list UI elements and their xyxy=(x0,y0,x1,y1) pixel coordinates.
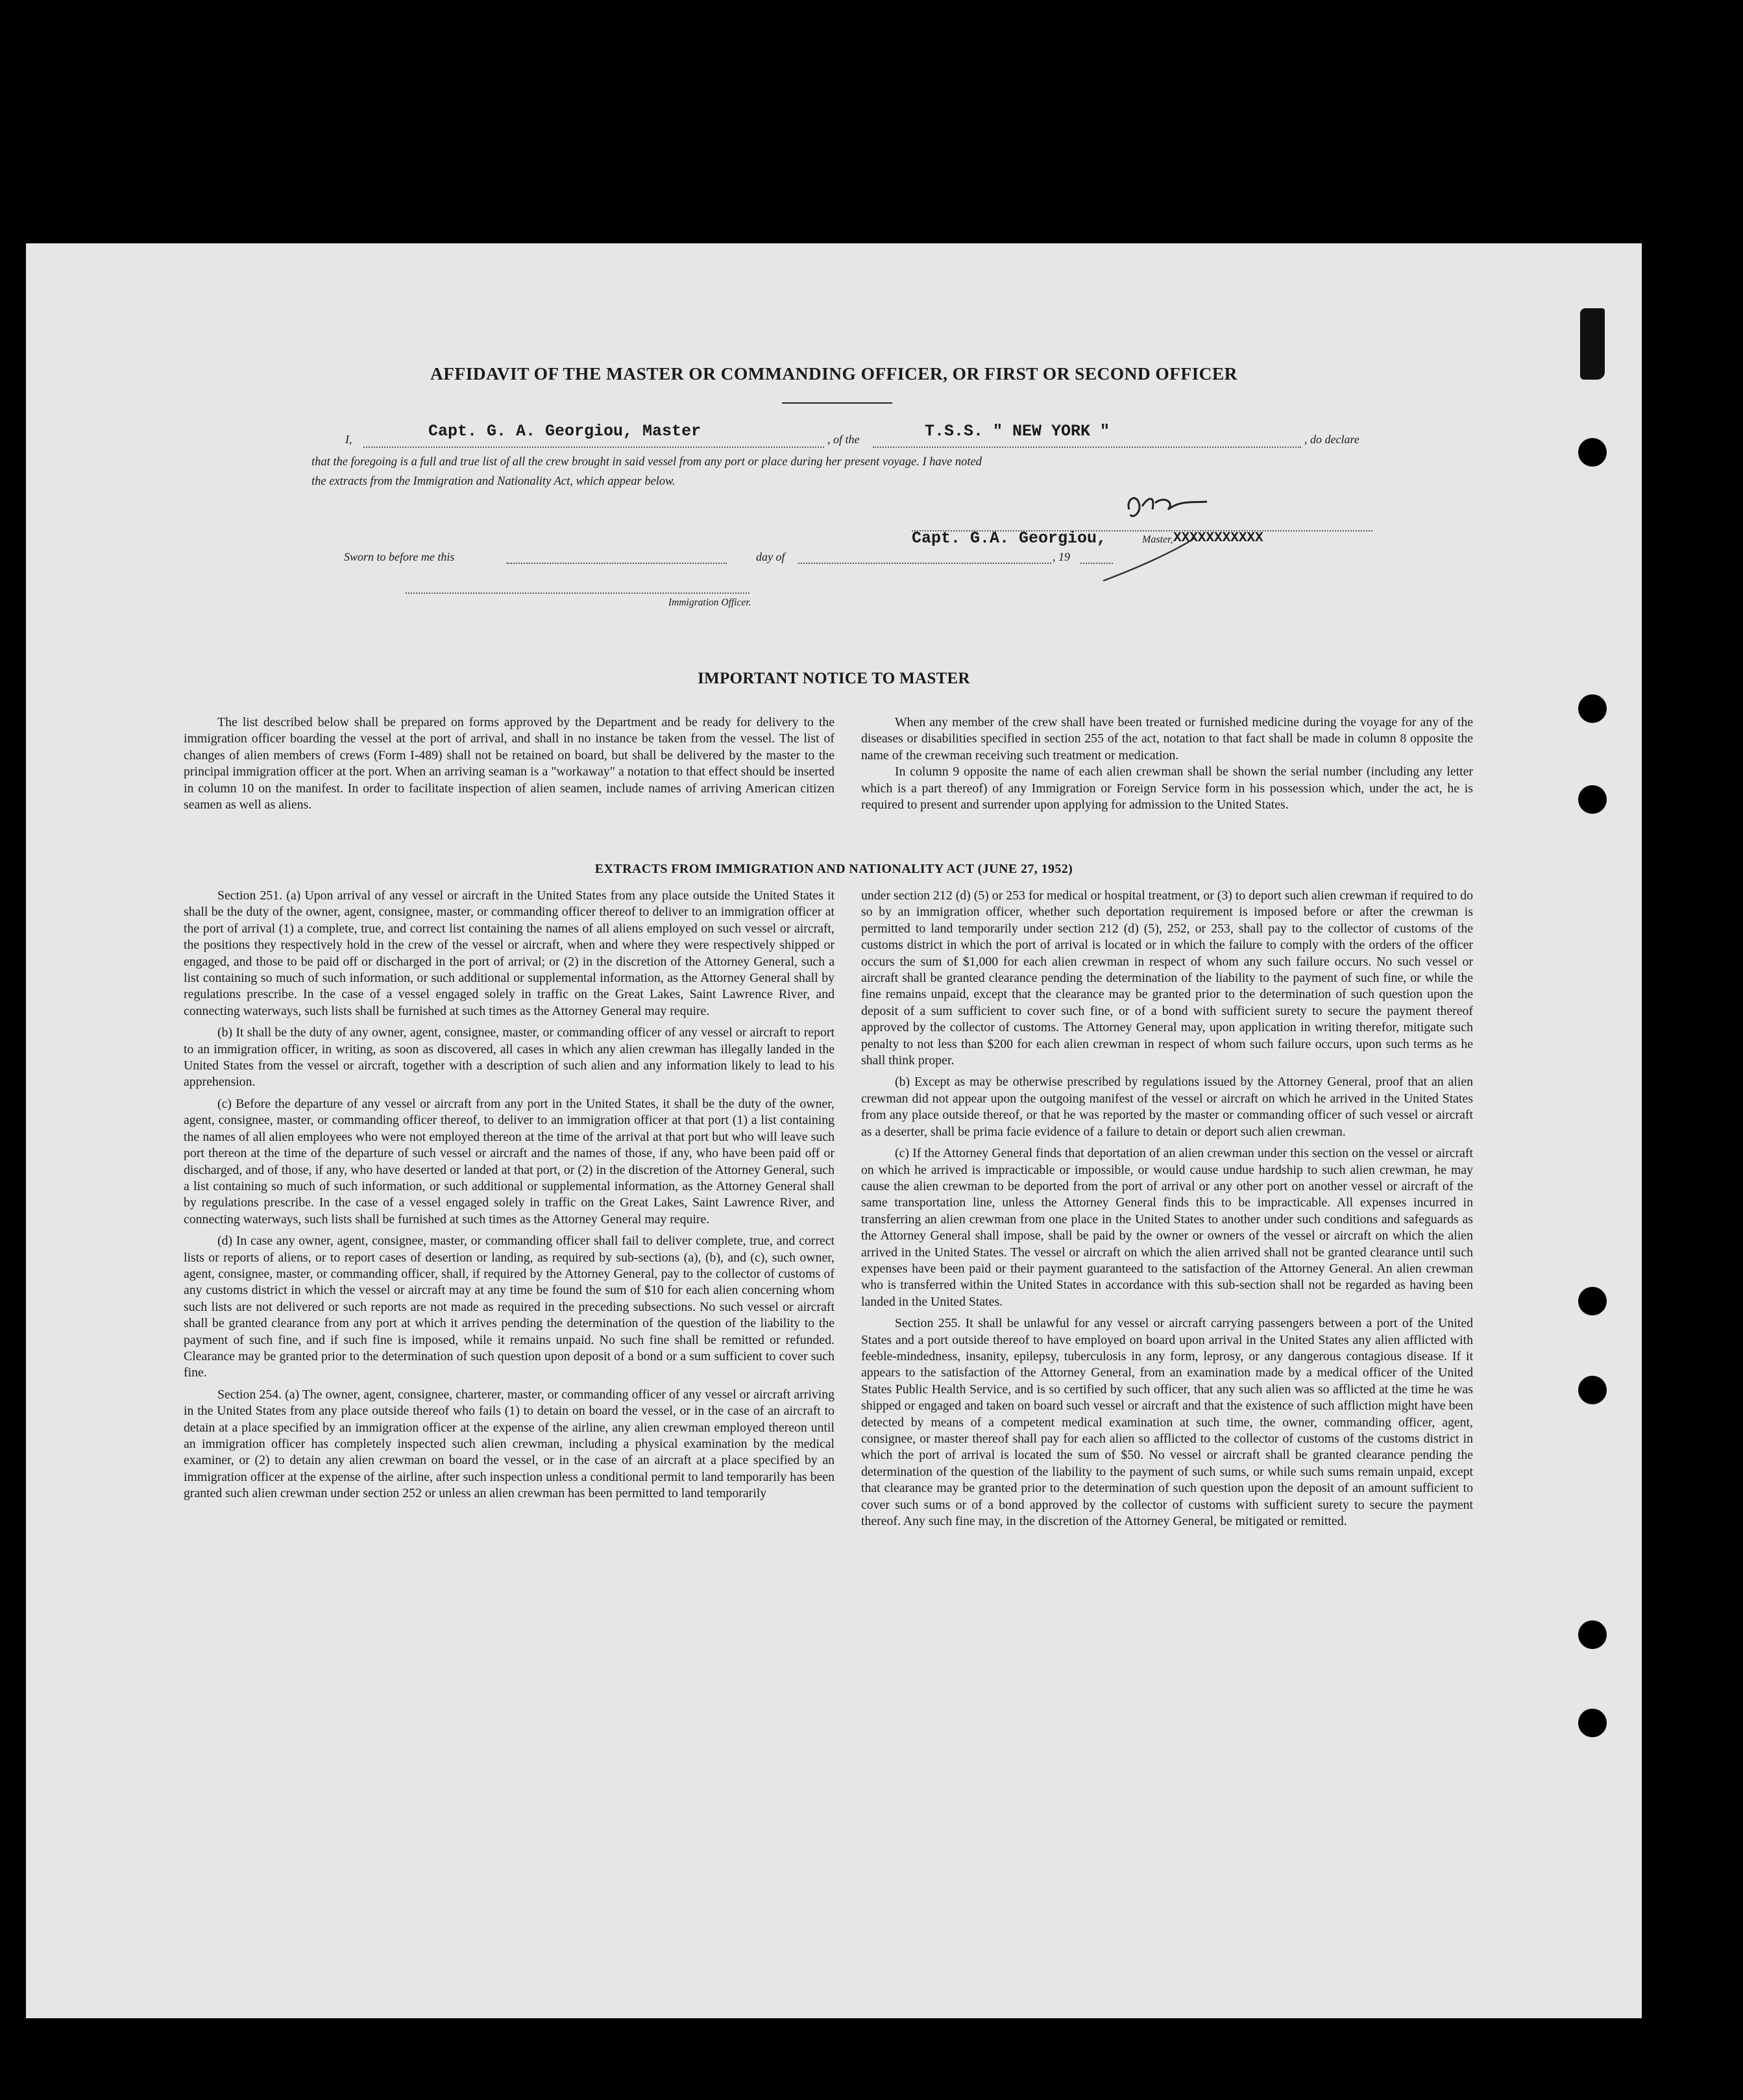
notice-title: IMPORTANT NOTICE TO MASTER xyxy=(698,670,970,687)
month-line xyxy=(798,563,1051,564)
master-name: Capt. G. A. Georgiou, Master xyxy=(428,422,701,441)
punch-hole xyxy=(1578,1620,1607,1649)
do-declare-label: , do declare xyxy=(1304,433,1359,446)
year-label: , 19 xyxy=(1053,550,1070,563)
notice-right-paragraph-2: In column 9 opposite the name of each alien crewman shall be shown the serial number (including any letter which is a part thereof) of any Immigration or Foreign Service form in his possession which, under the act, he is required to present and surrender upon applying for admission to the United States. xyxy=(861,764,1473,812)
year-line xyxy=(1080,563,1113,564)
notice-left-column xyxy=(184,714,835,813)
notice-left-paragraph: The list described below shall be prepared on forms approved by the Department and be ready for delivery to the immigration officer boarding the vessel at the port of arrival, and shall in no instance be taken from the vessel. The list of changes of alien members of crews (Form I-489) shall not be retained on board, but shall be delivered by the master to the principal immigration officer at the port. When an arriving seaman is a "workaway" a notation to that effect should be inserted in column 10 on the manifest. In order to facilitate inspection of alien seamen, include names of arriving American citizen seamen as well as aliens. xyxy=(184,715,835,812)
master-label: Master, xyxy=(1142,534,1173,545)
punch-hole xyxy=(1578,438,1607,467)
struck-text: XXXXXXXXXXX xyxy=(1173,531,1263,546)
section-254-a: Section 254. (a) The owner, agent, consignee, charterer, master, or commanding officer of any vessel or aircraft arriving in the United States from any place outside thereof who fails (1) to detain on board the vessel, or in the case of an aircraft to detain at a place specified by an immigration officer at the expense of the airline, any alien crewman employed thereon until an immigration officer has completely inspected such alien crewman, including a physical examination by the medical examiner, or (2) to detain any alien crewman on board the vessel, or in the case of an aircraft at a place specified by an immigration officer at the expense of the airline, after such inspection unless a conditional permit to land temporarily has been granted such alien crewman under section 252 or unless an alien crewman has been permitted to land temporarily xyxy=(184,1387,835,1501)
name-line xyxy=(363,446,824,448)
section-254-c: (c) If the Attorney General finds that deportation of an alien crewman under this section on the vessel or aircraft on which he arrived is impracticable or impossible, or would cause undue hardship to such alien crewman, he may cause the alien crewman to be deported from the port of arrival or any other port on another vessel or aircraft of the same transportation line, unless the Attorney General finds this to be impracticable. All expenses incurred in transferring an alien crewman from one place in the United States to another under such conditions and safeguards as the Attorney General shall impose, shall be paid by the owner or owners of the vessel or aircraft on which the alien arrived in the United States. The vessel or aircraft on which the alien arrived shall not be granted clearance until such expenses have been paid or their payment guaranteed to the satisfaction of the Attorney General. An alien crewman who is transferred within the United States in accordance with this sub-section shall not be regarded as having been landed in the United States. xyxy=(861,1146,1473,1309)
i-label: I, xyxy=(345,433,352,446)
vessel-line xyxy=(873,446,1301,448)
notice-right-column xyxy=(861,714,1473,813)
punch-hole xyxy=(1578,1287,1607,1315)
immigration-officer-label: Immigration Officer. xyxy=(668,597,751,608)
sworn-day-line xyxy=(506,563,727,564)
binder-tab xyxy=(1580,308,1605,380)
of-the-label: , of the xyxy=(827,433,860,446)
affidavit-title: AFFIDAVIT OF THE MASTER OR COMMANDING OFFICER, OR FIRST OR SECOND OFFICER xyxy=(430,363,1237,384)
sworn-label: Sworn to before me this xyxy=(344,550,455,563)
section-254-a-continued: under section 212 (d) (5) or 253 for medical or hospital treatment, or (3) to deport such alien crewman if required to do so by an immigration officer, whether such deportation requirement is imposed before or after the crewman is permitted to land temporarily under section 212 (d) (5), 252, or 253, shall pay to the collector of customs of the customs district in which the port of arrival is located or in which the failure to comply with the orders of the officer occurs the sum of $1,000 for each alien crewman in respect of whom any such failure occurs. No such vessel or aircraft shall be granted clearance pending the determination of the liability to the payment of such fine, or while the fine remains unpaid, except that the clearance may be granted prior to the determination of such question upon the deposit of a sum sufficient to cover such fine, or of a bond with sufficient surety to secure the payment thereof approved by the collector of customs. The Attorney General may, upon application in writing therefor, mitigate such penalty to not less than $200 for each alien crewman in respect of whom such failure occurs, upon such terms as he shall think proper. xyxy=(861,888,1473,1068)
day-of-label: day of xyxy=(756,550,785,563)
punch-hole xyxy=(1578,1376,1607,1404)
section-251-d: (d) In case any owner, agent, consignee, master, or commanding officer shall fail to deliver complete, true, and correct lists or reports of aliens, or to report cases of desertion or landing, as required by sub-sections (a), (b), and (c), such owner, agent, consignee, master, or commanding officer, shall, if required by the Attorney General, pay to the collector of customs of any customs district in which the vessel or aircraft may at any time be found the sum of $10 for each alien concerning whom such lists are not delivered or such reports are not made as required in the preceding subsections. No such vessel or aircraft shall be granted clearance from any port at which it arrives pending the determination of the question of the liability to the payment of such fine, and if such fine is imposed, while it remains unpaid. No such fine shall be remitted or refunded. Clearance may be granted prior to the determination of such question upon deposit of a bond or a sum sufficient to cover such fine. xyxy=(184,1234,835,1380)
section-251-b: (b) It shall be the duty of any owner, agent, consignee, master, or commanding officer of any vessel or aircraft to report to an immigration officer, in writing, as soon as discovered, all cases in which any alien crewman has illegally landed in the United States from the vessel or aircraft, together with a description of such alien and any information likely to lead to his apprehension. xyxy=(184,1025,835,1090)
punch-hole xyxy=(1578,785,1607,814)
signature-line xyxy=(912,530,1372,531)
immigration-officer-line xyxy=(406,592,750,594)
notice-right-paragraph-1: When any member of the crew shall have been treated or furnished medicine during the voyage for any of the diseases or disabilities specified in section 255 of the act, notation to that fact shall be made in column 8 opposite the name of the crewman receiving such treatment or medication. xyxy=(861,715,1473,763)
extracts-right-column xyxy=(861,888,1473,1530)
extracts-left-column xyxy=(184,888,835,1502)
document-page xyxy=(26,243,1642,2018)
section-254-b: (b) Except as may be otherwise prescribed by regulations issued by the Attorney General, proof that an alien crewman did not appear upon the outgoing manifest of the vessel or aircraft on which he arrived in the United States from any place outside thereof, or that he was reported by the master or commanding officer of such vessel or aircraft as a deserter, shall be prima facie evidence of a failure to detain or deport such alien crewman. xyxy=(861,1075,1473,1139)
section-255: Section 255. It shall be unlawful for any vessel or aircraft carrying passengers between a port of the United States and a port outside thereof to have employed on board upon arrival in the United States any alien afflicted with feeble-mindedness, insanity, epilepsy, tuberculosis in any form, leprosy, or any dangerous contagious disease. If it appears to the satisfaction of the Attorney General, from an examination made by a medical officer of the United States Public Health Service, and is so certified by such officer, that any such alien was so afflicted at the time he was shipped or engaged and taken on board such vessel or aircraft and that the existence of such affliction might have been detected by means of a competent medical examination at such time, the owner, commanding officer, agent, consignee, or master thereof shall pay for each alien so afflicted to the collector of customs of the customs district in which the port of arrival is located the sum of $50. No vessel or aircraft shall be granted clearance pending the determination of the question of the liability to the payment of such sums, or while such sums remain unpaid, except that clearance may be granted prior to the determination of such question upon the deposit of an amount sufficient to cover such sums or of a bond approved by the collector of customs with sufficient surety to secure the payment thereof. Any such fine may, in the discretion of the Attorney General, be mitigated or remitted. xyxy=(861,1316,1473,1529)
punch-hole xyxy=(1578,1709,1607,1737)
extracts-title: EXTRACTS FROM IMMIGRATION AND NATIONALITY ACT (JUNE 27, 1952) xyxy=(594,862,1073,876)
declaration-line-1: that the foregoing is a full and true list of all the crew brought in said vessel from any port or place during her present voyage. I have noted xyxy=(311,456,982,469)
punch-hole xyxy=(1578,694,1607,723)
section-251-c: (c) Before the departure of any vessel or aircraft from any port in the United States, it shall be the duty of the owner, agent, consignee, master, or commanding officer thereof, to deliver to an immigration officer at that port (1) a list containing the names of all alien employees who were not employed thereon at the time of the arrival at that port but who will leave such port thereon at the time of the departure of such vessel or aircraft and the names of those, if any, who have been paid off or discharged, and of those, if any, who have deserted or landed at that port, or (2) in the discretion of the Attorney General, such a list containing so much of such information, or such additional or supplemental information, as the Attorney General shall by regulations prescribe. In the case of a vessel engaged solely in traffic on the Great Lakes, Saint Lawrence River, and connecting waterways, such lists shall be furnished at such times as the Attorney General may require. xyxy=(184,1096,835,1227)
section-251-a: Section 251. (a) Upon arrival of any vessel or aircraft in the United States from any place outside the United States it shall be the duty of the owner, agent, consignee, master, or commanding officer thereof to deliver to an immigration officer at the port of arrival (1) a complete, true, and correct list containing the names of all aliens employed on such vessel or aircraft, the positions they respectively hold in the crew of the vessel or aircraft, when and where they were respectively shipped or engaged, and those to be paid off or discharged in the port of arrival; or (2) in the discretion of the Attorney General, such a list containing so much of such information, or such additional or supplemental information, as the Attorney General shall by regulations prescribe. In the case of a vessel engaged solely in traffic on the Great Lakes, Saint Lawrence River, and connecting waterways, such lists shall be furnished at such times as the Attorney General may require. xyxy=(184,888,835,1018)
title-rule xyxy=(782,402,892,404)
vessel-name: T.S.S. " NEW YORK " xyxy=(925,422,1110,441)
declaration-line-2: the extracts from the Immigration and Nationality Act, which appear below. xyxy=(311,475,676,488)
signer-typed: Capt. G.A. Georgiou, xyxy=(912,529,1107,548)
